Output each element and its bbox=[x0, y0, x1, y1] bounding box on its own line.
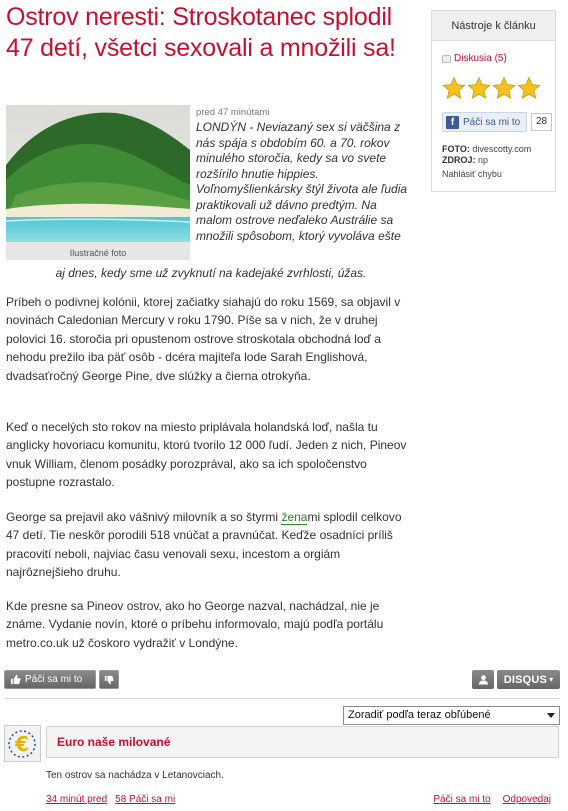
comment-header bbox=[46, 726, 559, 758]
paragraph-text: mi splodil celkovo 47 detí. Tie neskôr porodili 518 vnúčat a pravnúčat. Keďže osadníci príliš pracovití neboli, najviac času venovali sexu, incestom a orgiám najrôznejšieho druhu. bbox=[6, 510, 402, 580]
like-button[interactable] bbox=[4, 670, 96, 689]
inline-ad-link[interactable]: žena bbox=[281, 510, 308, 524]
report-error-link[interactable]: Nahlásiť chybu bbox=[442, 169, 502, 179]
article-tools-title: Nástroje k článku bbox=[432, 11, 555, 41]
source-value: np bbox=[478, 155, 489, 165]
disqus-menu-button[interactable] bbox=[497, 670, 560, 689]
article-photo bbox=[6, 105, 190, 260]
article-headline: Ostrov neresti: Stroskotanec splodil 47 detí, všetci sexovali a množili sa! bbox=[6, 3, 396, 62]
article-meta bbox=[442, 144, 531, 180]
photo-caption: Ilustračné foto bbox=[69, 248, 127, 258]
published-time: pred 47 minútami bbox=[196, 107, 270, 118]
discussion-link-label: Diskusia (5) bbox=[454, 53, 507, 64]
star-icon[interactable] bbox=[467, 76, 491, 100]
comment-like-button[interactable]: Páči sa mi to bbox=[433, 794, 491, 805]
like-button-label: Páči sa mi to bbox=[25, 674, 83, 685]
article-paragraph: Kde presne sa Pineov ostrov, ako ho George nazval, nachádzal, nie je známe. Vydanie novín, ktoré o príbehu informovalo, majú podľa portálu metro.co.uk už čoskoro vydražiť v Londýne. bbox=[6, 599, 384, 650]
article-paragraph: Keď o necelých sto rokov na miesto priplávala holandská loď, našla tu anglicky hovoriacu komunitu, ktorú tvorilo 12 000 ľudí. Jeden z nich, Pineov vnuk William, členom posádky porozprával, ako sa ich spoločenstvo postupne rozrastalo. bbox=[6, 420, 407, 490]
comment-text: Ten ostrov sa nachádza v Letanovciach. bbox=[46, 770, 224, 781]
disqus-brand-label: DISQUS bbox=[503, 673, 548, 686]
discussion-link[interactable] bbox=[442, 53, 507, 64]
comment-reply-button[interactable]: Odpovedaj bbox=[502, 794, 551, 805]
thumbs-up-icon bbox=[10, 674, 21, 685]
article-paragraph bbox=[6, 508, 416, 582]
facebook-like-count: 28 bbox=[531, 113, 552, 131]
comment-time-link[interactable]: 34 minút pred bbox=[46, 794, 108, 805]
source-label: ZDROJ: bbox=[442, 155, 476, 165]
star-icon[interactable] bbox=[492, 76, 516, 100]
comment-likes-link[interactable]: 58 Páči sa mi bbox=[115, 794, 176, 805]
facebook-like-button[interactable] bbox=[442, 112, 527, 132]
dropdown-arrow-icon bbox=[547, 713, 555, 718]
chevron-down-icon: ▾ bbox=[549, 675, 554, 684]
star-icon[interactable] bbox=[517, 76, 541, 100]
avatar[interactable] bbox=[4, 725, 41, 762]
svg-text:€: € bbox=[15, 732, 29, 756]
comment-bubble-icon bbox=[442, 55, 451, 63]
article-perex-continued: aj dnes, kedy sme už zvyknutí na kadejaké zvrhlosti, úžas. bbox=[55, 266, 367, 280]
facebook-icon: f bbox=[446, 116, 459, 129]
sort-selected-value: Zoradiť podľa teraz obľúbené bbox=[348, 709, 491, 721]
facebook-like-row bbox=[442, 112, 552, 132]
comment-sort-select[interactable] bbox=[343, 706, 560, 725]
article-tools-panel bbox=[431, 10, 556, 192]
paragraph-text: George sa prejavil ako vášnivý milovník a so štyrmi bbox=[6, 510, 282, 524]
photo-credit-label: FOTO: bbox=[442, 144, 470, 154]
article-paragraph: Príbeh o podivnej kolónii, ktorej začiatky siahajú do roku 1569, sa objavil v novinách Caledonian Mercury v roku 1790. Píše sa v nich, že v druhej polovici 16. storočia pri opustenom ostrove stroskotala obchodná loď a nehodu prežilo iba päť osôb - dcéra majiteľa lode Sarah Englishová, dvadsaťročný George Pine, dve slúžky a čierna otrokyňa. bbox=[6, 295, 401, 383]
euro-avatar-icon bbox=[5, 726, 40, 761]
thumbs-down-icon bbox=[104, 675, 114, 685]
section-divider bbox=[4, 698, 560, 699]
rating-stars[interactable] bbox=[442, 76, 541, 100]
user-icon bbox=[478, 674, 489, 685]
user-account-button[interactable] bbox=[472, 670, 494, 689]
photo-credit-value: divescotty.com bbox=[472, 144, 532, 154]
facebook-like-label: Páči sa mi to bbox=[463, 116, 521, 128]
comment-author[interactable]: Euro naše milované bbox=[57, 735, 171, 749]
disqus-action-row bbox=[4, 670, 560, 690]
island-photo-image bbox=[6, 105, 190, 242]
dislike-button[interactable] bbox=[99, 670, 119, 689]
article-perex: LONDÝN - Neviazaný sex si väčšina z nás spája s obdobím 60. a 70. rokov minulého storočia, kedy sa vo svete rozšírilo hnutie hippies. Voľnomyšlienkársky štýl života ale ľudia praktikovali už dávno predtým. Na malom ostrove neďaleko Austrálie sa množili spôsobom, ktorý vyvoláva ešte bbox=[196, 120, 408, 243]
star-icon[interactable] bbox=[442, 76, 466, 100]
